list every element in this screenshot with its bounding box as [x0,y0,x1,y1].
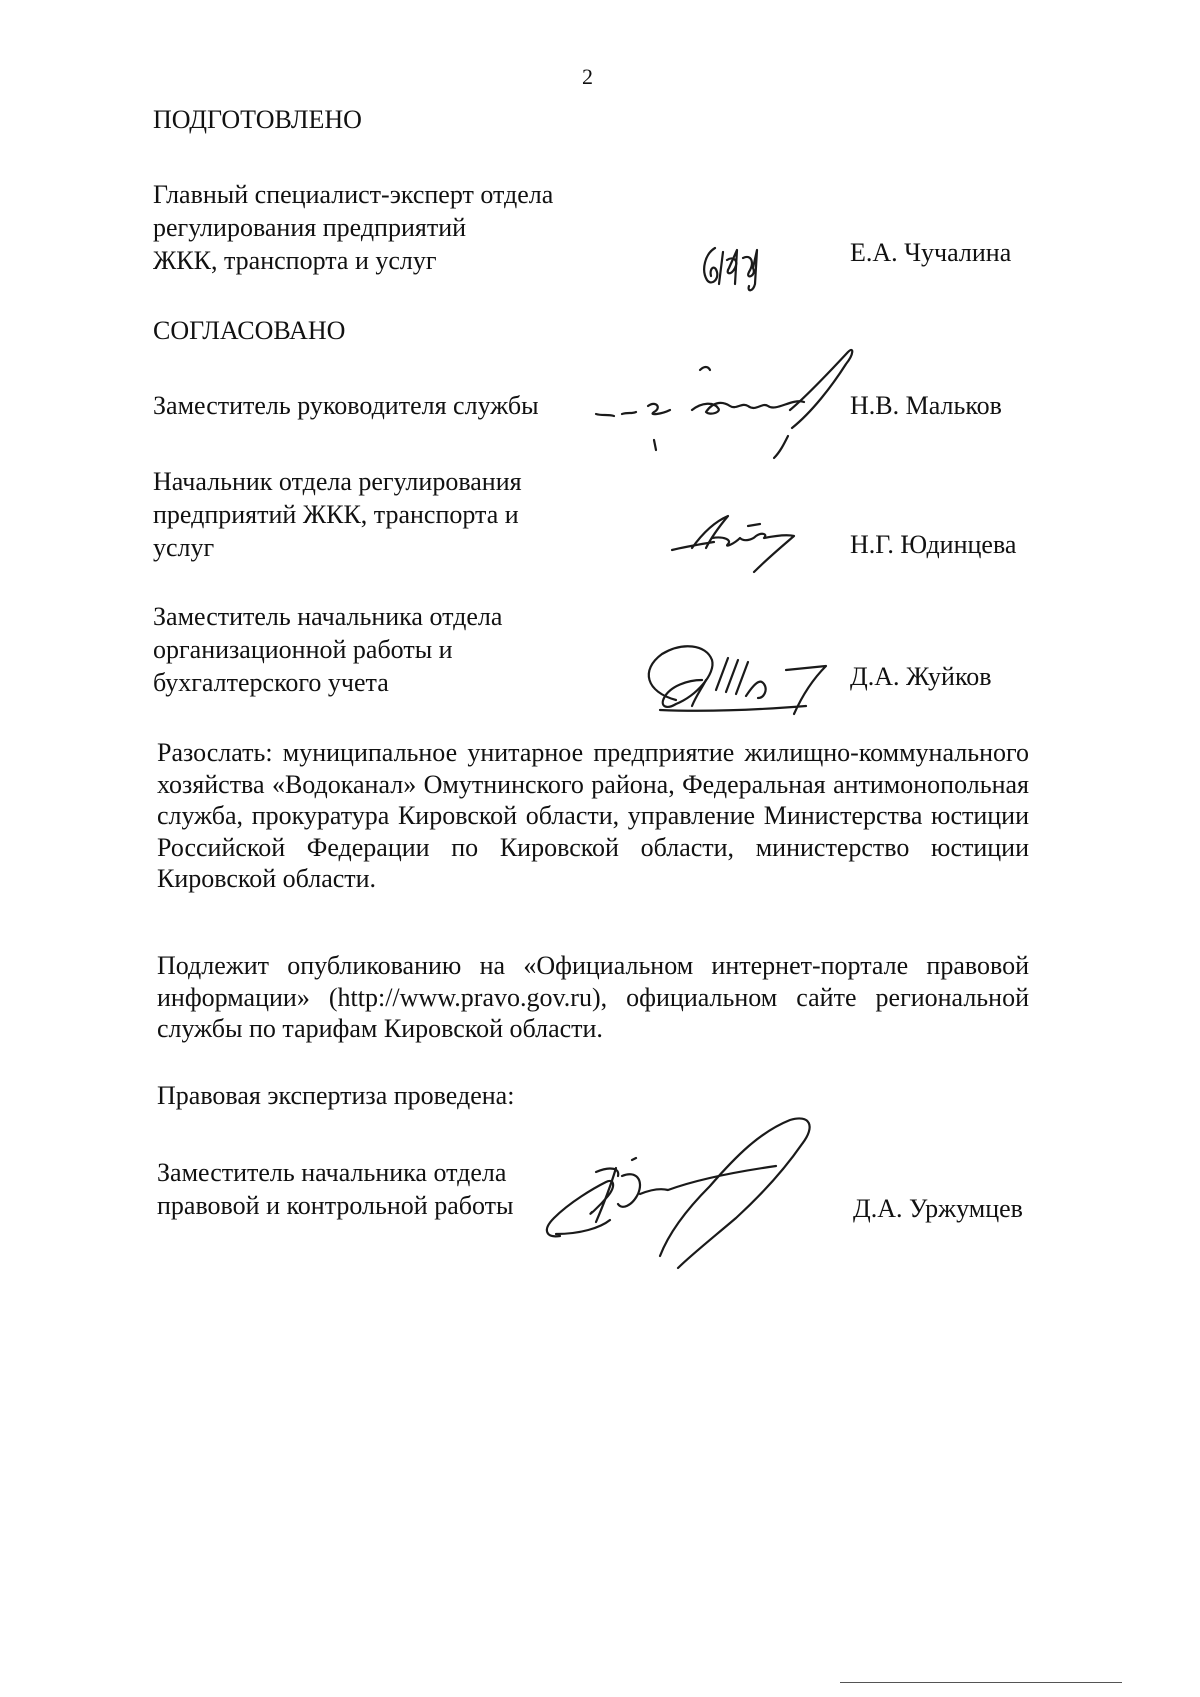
position-line: предприятий ЖКК, транспорта и [153,500,519,529]
legal-review-position [157,1156,513,1222]
signer-position [153,465,522,564]
signature-chuchalina [695,240,775,295]
signer-name: Д.А. Жуйков [850,662,992,691]
agreed-heading: СОГЛАСОВАНО [153,316,346,345]
position-line: Заместитель начальника отдела [157,1158,507,1187]
position-line: регулирования предприятий [153,213,467,242]
signer-name: Н.В. Мальков [850,391,1002,420]
position-line: услуг [153,533,215,562]
prepared-name: Е.А. Чучалина [850,238,1012,267]
scan-edge-line [840,1682,1122,1683]
signer-position [153,600,502,699]
prepared-position [153,178,553,277]
legal-review-heading: Правовая экспертиза проведена: [157,1081,515,1110]
position-line: бухгалтерского учета [153,668,389,697]
position-line: Заместитель начальника отдела [153,602,503,631]
position-line: правовой и контрольной работы [157,1191,514,1220]
distribution-paragraph: Разослать: муниципальное унитарное предприятие жилищно-коммунального хозяйства «Водоканал» Омутнинского района, Федеральная антимонопольная служба, прокуратура Кировской области, управление Министерства юстиции Российской Федерации по Кировской области, министерство юстиции Кировской области. [157,738,1029,893]
page-number: 2 [582,64,593,89]
position-line: Начальник отдела регулирования [153,467,522,496]
publication-paragraph: Подлежит опубликованию на «Официальном интернет-портале правовой информации» (http://www.pravo.gov.ru), официальном сайте региональной службы по тарифам Кировской области. [157,951,1029,1043]
legal-review-name: Д.А. Уржумцев [853,1194,1023,1223]
signature-malkov [592,340,862,460]
position-line: ЖКК, транспорта и услуг [153,246,437,275]
prepared-heading: ПОДГОТОВЛЕНО [153,105,362,134]
signature-urzhumtsev [540,1110,830,1270]
signer-name: Н.Г. Юдинцева [850,530,1017,559]
signature-zhuykov [636,640,836,720]
position-line: Главный специалист-эксперт отдела [153,180,554,209]
position-line: организационной работы и [153,635,453,664]
signer-position: Заместитель руководителя службы [153,391,539,420]
signature-yudintseva [668,508,818,578]
